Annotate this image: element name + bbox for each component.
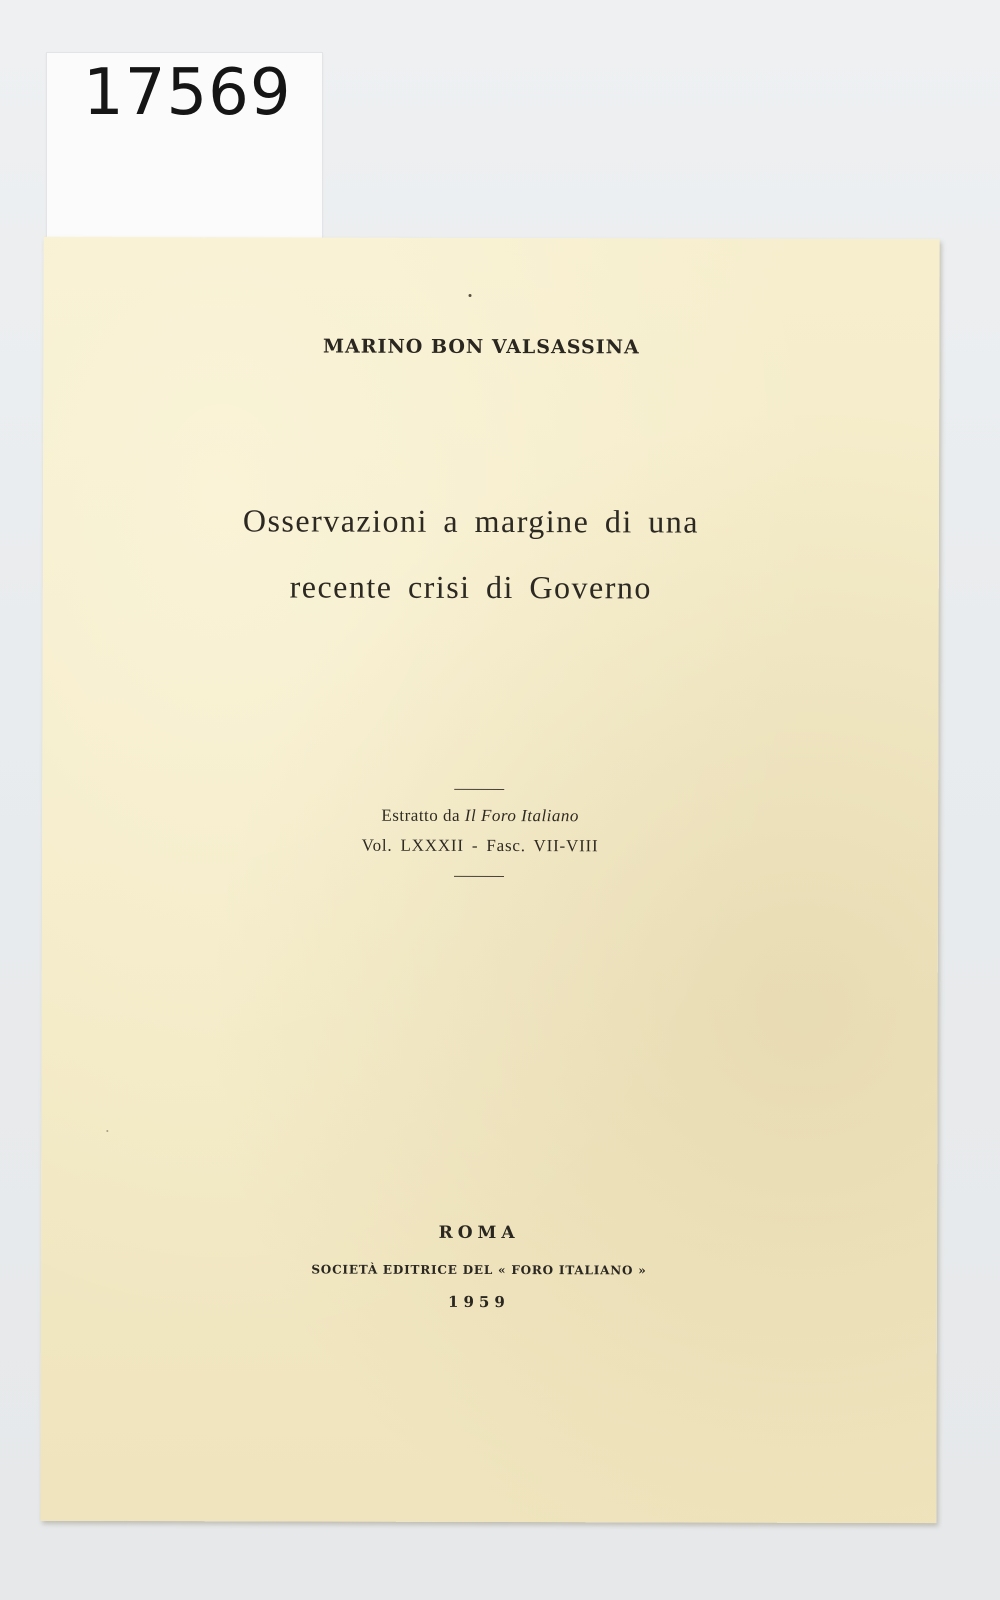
publication-year: 1959 bbox=[447, 1292, 510, 1312]
booklet-cover bbox=[40, 237, 939, 1523]
extract-journal: Il Foro Italiano bbox=[464, 805, 579, 826]
extract-prefix: Estratto da bbox=[381, 805, 461, 825]
divider-rule-bottom bbox=[454, 876, 504, 877]
booklet-title bbox=[43, 487, 939, 621]
catalogue-number: 17569 bbox=[83, 56, 292, 130]
catalogue-label-card bbox=[46, 52, 323, 254]
extract-line bbox=[42, 805, 938, 827]
publication-city: ROMA bbox=[438, 1222, 520, 1244]
volume-line: Vol. LXXXII - Fasc. VII-VIII bbox=[361, 835, 599, 856]
title-line-2: recente crisi di Governo bbox=[289, 568, 652, 606]
paper-speck bbox=[469, 294, 472, 297]
paper-speck bbox=[106, 1130, 108, 1132]
divider-rule-top bbox=[454, 789, 504, 790]
title-line-1: Osservazioni a margine di una bbox=[242, 502, 700, 540]
author-name: MARINO BON VALSASSINA bbox=[322, 335, 640, 359]
publisher-name: SOCIETÀ EDITRICE DEL « FORO ITALIANO » bbox=[311, 1262, 647, 1278]
